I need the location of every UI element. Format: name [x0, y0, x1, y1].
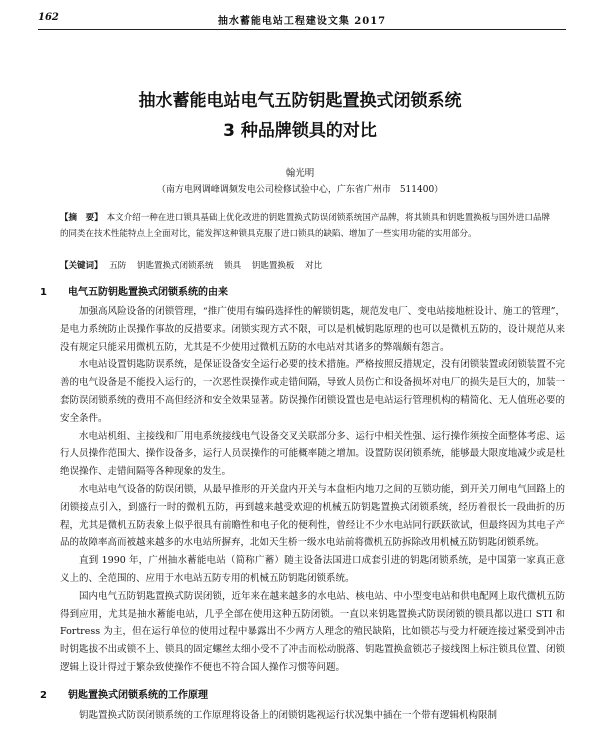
- section-1-number: 1: [40, 287, 47, 298]
- abstract-text: 本文介绍一种在进口锁具基础上优化改进的钥匙置换式防误闭锁系统国产品牌，将其锁具和钥匙置换板与国外进口品牌的同类在技术性能特点上全面对比，能发挥这种锁具克服了进口锁具的缺陷、增加了一些实用功能的实用部分。: [60, 213, 550, 239]
- header-rule: [38, 29, 566, 30]
- paragraph: 水电站设置钥匙防误系统，是保证设备安全运行必要的技术措施。严格按照反措规定，没有闭锁装置或闭锁装置不完善的电气设备是不能投入运行的，一次恶性误操作或走错间隔，导致人员伤亡和设备损坏对电厂的损失是巨大的，加装一套防误闭锁系统的费用不高但经济和安全效果显著。防误操作闭锁设置也是电站运行管理机构的精简化、无人值班必要的安全条件。: [60, 359, 565, 424]
- section-2-heading: [40, 686, 208, 701]
- page-number: 162: [38, 12, 59, 23]
- section-2-body: [60, 707, 565, 725]
- section-1-heading: [40, 283, 228, 298]
- keyword: 钥匙置换板: [251, 261, 295, 271]
- section-2-title: 钥匙置换式闭锁系统的工作原理: [68, 690, 208, 701]
- abstract-label: 【摘 要】: [60, 213, 103, 223]
- paragraph: 水电站机组、主接线和厂用电系统接线电气设备交叉关联部分多、运行中相关性强、运行操作须按全面整体考虑、运行人员操作范围大、操作设备多，运行人员误操作的可能概率随之增加。设置防误闭锁系统，能够最大限度地减少或是杜绝误操作、走错间隔等各种现象的发生。: [60, 430, 565, 478]
- journal-name: 抽水蓄能电站工程建设文集 2017: [217, 16, 387, 27]
- author: 翰光明: [285, 168, 315, 179]
- paragraph: 国内电气五防钥匙置换式防误闭锁，近年来在越来越多的水电站、核电站、中小型变电站和供电配网上取代微机五防得到应用，尤其是抽水蓄能电站，几乎全部在使用这种五防闭锁。一直以来钥匙置换式防误闭锁的锁具都以进口 STI 和 Fortress 为主，但在运行单位的使用过程中暴露出不少两方人理念的殖民缺陷，比如锁芯与受力杆硬连接过紧受到冲击时钥匙拔不出或锁不上、锁具的固定螺丝太细小受不了冲击而松动脱落、钥匙置换盒锁芯子接线图上标注锁具位置、闭锁逻辑上设计得过于繁杂致使操作不便也不符合国人操作习惯等问题。: [60, 590, 565, 673]
- paper-title: [30, 86, 570, 146]
- paragraph: 水电站电气设备的防误闭锁，从最早推形的开关盘内开关与本盘柜内地刀之间的互锁功能，到开关刀闸电气回路上的闭锁接点引入，到盛行一时的微机五防，再到越来越受欢迎的机械五防钥匙置换式闭锁系统，经历着很长一段曲折的历程，尤其是微机五防表象上似乎很具有前瞻性和电子化的便利性，曾经让不少水电站同行跃跃欲试，但最终因为其电子产品的故障率高而被越来越多的水电站所摒弃，北如天生桥一级水电站前将微机五防拆除改用机械五防钥匙闭锁系统。: [60, 483, 565, 549]
- abstract: [60, 210, 550, 242]
- paragraph: 钥匙置换式防误闭锁系统的工作原理将设备上的闭锁钥匙视运行状况集中插在一个带有逻辑机构限制: [79, 710, 498, 721]
- affiliation: （南方电网调峰调频发电公司检修试验中心，广东省广州市 511400）: [156, 185, 444, 195]
- keyword: 锁具: [224, 261, 242, 271]
- section-2-number: 2: [40, 690, 47, 701]
- keyword: 五防: [109, 261, 127, 271]
- section-1-body: [60, 303, 565, 677]
- keywords-label: 【关键词】: [60, 261, 103, 271]
- keywords: [60, 259, 550, 271]
- section-1-title: 电气五防钥匙置换式闭锁系统的由来: [68, 287, 228, 298]
- title-line-2: 3 种品牌锁具的对比: [223, 121, 377, 141]
- keyword: 对比: [305, 261, 323, 271]
- keyword: 钥匙置换式闭锁系统: [136, 261, 214, 271]
- paragraph: 直到 1990 年，广州抽水蓄能电站（简称广蓄）随主设备法国进口成套引进的钥匙闭锁系统，是中国第一家真正意义上的、全范围的、应用于水电站五防专用的机械五防钥匙闭锁系统。: [60, 555, 565, 584]
- title-line-1: 抽水蓄能电站电气五防钥匙置换式闭锁系统: [138, 91, 462, 111]
- paragraph: 加强高风险设备的闭锁管理，“推广使用有编码选择性的解锁钥匙，规范发电厂、变电站接地桩设计、施工的管理”，是电力系统防止误操作事故的反措要求。闭锁实现方式不限，可以是机械钥匙原理的也可以是微机五防的，设计规范从来没有规定只能采用微机五防，尤其是不少使用过微机五防的水电站对其诸多的弊端颇有怨言。: [60, 306, 565, 353]
